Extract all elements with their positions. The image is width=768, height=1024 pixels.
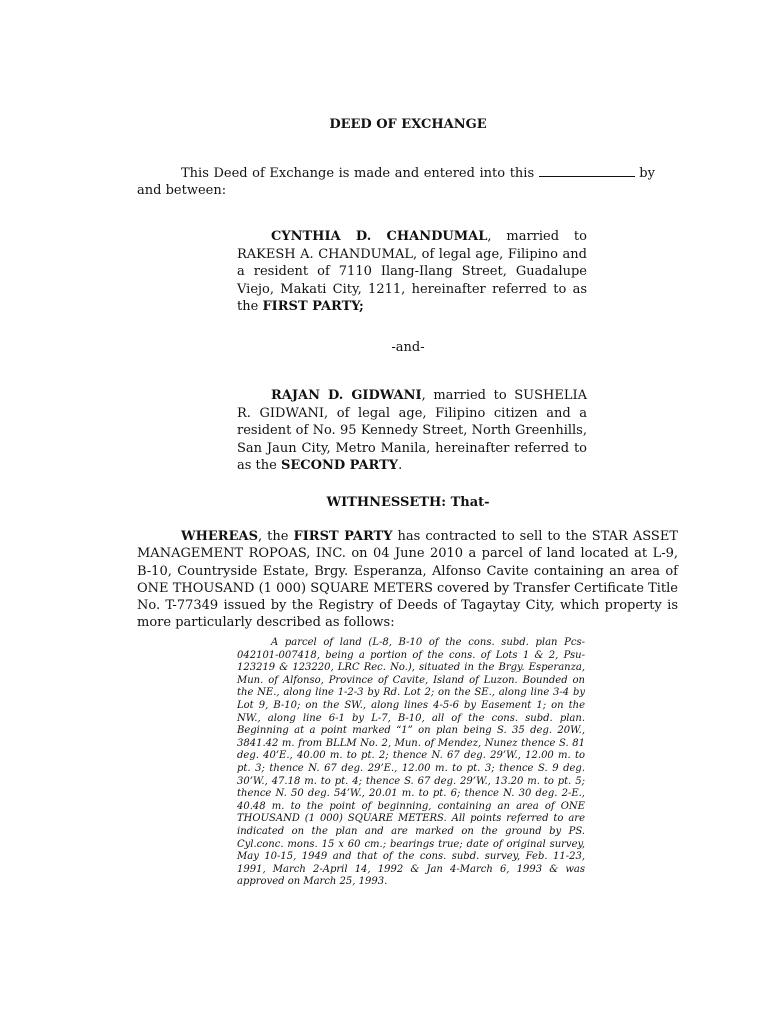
property-description: A parcel of land (L-8, B-10 of the cons. subd. plan Pcs-042101-007418, being a portion of the cons. of Lots 1 & 2, Psu-123219 & 123220, LRC Rec. No.), situated in the Brgy. Esperanza, Mun. of Alfonso, Province of Cavite, Island of Luzon. Bounded on the NE., along line 1-2-3 by Rd. Lot 2; on the SE., along line 3-4 by Lot 9, B-10; on the SW., along lines 4-5-6 by Easement 1; on the NW., along line 6-1 by L-7, B-10, all of the cons. subd. plan. Beginning at a point marked “1” on plan being S. 35 deg. 20W., 3841.42 m. from BLLM No. 2, Mun. of Mendez, Nunez thence S. 81 deg. 40’E., 40.00 m. to pt. 2; thence N. 67 deg. 29’W., 12.00 m. to pt. 3; thence N. 67 deg. 29’E., 12.00 m. to pt. 3; thence S. 9 deg. 30’W., 47.18 m. to pt. 4; thence S. 67 deg. 29’W., 13.20 m. to pt. 5; thence N. 50 deg. 54’W., 20.01 m. to pt. 6; thence N. 30 deg. 2-E., 40.48 m. to the point of beginning, containing an area of ONE THOUSAND (1 000) SQUARE METERS. All points referred to are indicated on the plan and are marked on the ground by PS. Cyl.conc. mons. 15 x 60 cm.; bearings true; date of original survey, May 10-15, 1949 and that of the cons. subd. survey, Feb. 11-23, 1991, March 2-April 14, 1992 & Jan 4-March 6, 1993 & was approved on March 25, 1993. [237,637,585,888]
second-party-designation: SECOND PARTY [280,458,399,473]
party-separator: -and- [391,340,425,355]
first-party-details: , married to RAKESH A. CHANDUMAL, of legal age, Filipino and a resident of 7110 Ilang-Ilang Street, Guadalupe Viejo, Makati City, 1211, hereinafter referred to as the [237,229,587,314]
whereas-party: FIRST PARTY [293,529,393,544]
second-party-details: , married to SUSHELIA R. GIDWANI, of legal age, Filipino citizen and a resident of No. 95 Kennedy Street, North Greenhills, San Jaun City, Metro Manila, hereinafter referred to as the [237,388,587,473]
intro-paragraph [137,165,655,199]
witnesseth-heading: WITHNESSETH: That- [326,495,490,510]
first-party-paragraph [237,228,587,316]
whereas-paragraph [137,528,678,632]
second-party-end: . [398,458,403,473]
second-party-paragraph [237,387,587,475]
second-party-name: RAJAN D. GIDWANI [271,388,422,403]
first-party-designation: FIRST PARTY; [262,299,364,314]
intro-text-end: by and between: [137,166,655,198]
intro-text: This Deed of Exchange is made and entered into this [181,166,535,181]
document-title: DEED OF EXCHANGE [329,117,487,132]
whereas-lead: WHEREAS [181,529,258,544]
whereas-text-1: , the [257,529,294,544]
whereas-text-2: has contracted to sell to the STAR ASSET MANAGEMENT ROPOAS, INC. on 04 June 2010 a parcel of land located at L-9, B-10, Countryside Estate, Brgy. Esperanza, Alfonso Cavite containing an area of ONE THOUSAND (1 000) SQUARE METERS covered by Transfer Certificate Title No. T-77349 issued by the Registry of Deeds of Tagaytay City, which property is more particularly described as follows: [137,529,678,631]
date-blank-line [539,165,635,177]
first-party-name: CYNTHIA D. CHANDUMAL [271,229,488,244]
